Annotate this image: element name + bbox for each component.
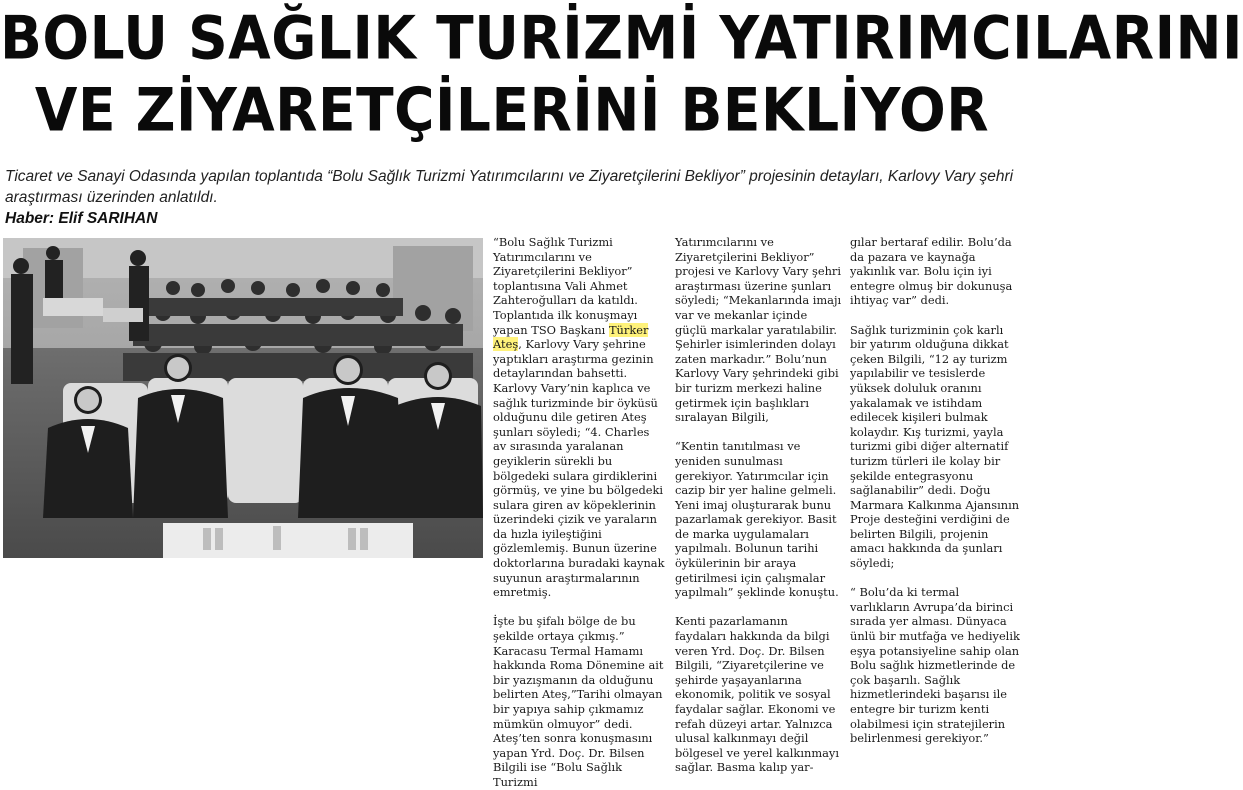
column-2-paragraph-2: “Kentin tanıtılması ve yeniden sunulması gerekiyor. Yatırımcılar için cazip bir yer haline gelmeli. Yeni imaj oluşturarak bunu pazarlamak gerekiyor. Basit de marka uygulamaları yapılmalı. Bolunun tarihi öykülerinin bir araya getirilmesi için çalışmalar yapılmalı” şeklinde konuştu.	[675, 439, 839, 600]
column-3-paragraph-1: gılar bertaraf edilir. Bolu’da da pazara ve kaynağa yakınlık var. Bolu için iyi entegre olmuş bir dokunuşa ihtiyaç var” dedi.	[850, 235, 1013, 308]
column-3-paragraph-3: “ Bolu’da ki termal varlıkların Avrupa’da birinci sırada yer alması. Dünyaca ünlü bir mutfağa ve hediyelik eşya potansiyeline sahip olan Bolu sağlık hizmetlerinde de çok başarılı. Sağlık hizmetlerindeki başarısı ile entegre bir turizm kenti olabilmesi için stratejilerin belirlenmesi gerekiyor.”	[850, 585, 1020, 746]
headline-line-1: BOLU SAĞLIK TURİZMİ YATIRIMCILARINI	[0, 3, 1243, 73]
column-2-paragraph-1: Yatırımcılarını ve Ziyaretçilerini Bekliyor” projesi ve Karlovy Vary şehri araştırması üzerine şunları söyledi; “Mekanlarında imajı var ve mekanlar içinde güçlü markalar yaratılabilir. Şehirler isimlerinden dolayı zaten markadır.” Bolu’nun Karlovy Vary şehrindeki gibi bir turizm merkezi haline getirmek için başlıkları sıralayan Bilgili,	[675, 235, 842, 425]
article-column-1	[493, 235, 665, 790]
column-3-paragraph-2: Sağlık turizminin çok karlı bir yatırım olduğuna dikkat çeken Bilgili, “12 ay turizm yapılabilir ve tesislerde yüksek doluluk oranını yakalamak ve istihdam edilecek kişileri bulmak kolaydır. Kış turizmi, yayla turizmi gibi diğer alternatif turizm türleri ile kolay bir şekilde entegrasyonu sağlanabilir” dedi. Doğu Marmara Kalkınma Ajansının Proje desteğini verdiğini de belirten Bilgili, projenin amacı hakkında da şunları söyledi;	[850, 322, 1020, 571]
article-column-2	[675, 235, 842, 775]
headline-line-2: VE ZİYARETÇİLERİNİ BEKLİYOR	[34, 75, 990, 145]
column-1-paragraph-2: İşte bu şifalı bölge de bu şekilde ortaya çıkmış.” Karacasu Termal Hamamı hakkında Roma Dönemine ait bir yazışmanın da olduğunu belirten Ateş,”Tarihi olmayan bir yapıya sahip çıkmamız mümkün olmuyor” dedi. Ateş’ten sonra konuşmasını yapan Yrd. Doç. Dr. Bilsen Bilgili ise “Bolu Sağlık Turizmi	[493, 614, 664, 789]
column-1-paragraph-1	[493, 235, 665, 600]
article-column-3	[850, 235, 1022, 746]
column-2-paragraph-3: Kenti pazarlamanın faydaları hakkında da bilgi veren Yrd. Doç. Dr. Bilsen Bilgili, “Ziyaretçilerine ve şehirde yaşayanlarına ekonomik, politik ve sosyal faydalar sağlar. Ekonomi ve refah düzeyi artar. Yalnızca ulusal kalkınmayı değil bölgesel ve yerel kalkınmayı sağlar. Basma kalıp yar-	[675, 614, 839, 775]
byline: Haber: Elif SARIHAN	[5, 210, 158, 227]
lead-paragraph: Ticaret ve Sanayi Odasında yapılan toplantıda “Bolu Sağlık Turizmi Yatırımcılarını ve Ziyaretçilerini Bekliyor” projesinin detayları, Karlovy Vary şehri araştırması üzerinden anlatıldı.	[5, 168, 1014, 206]
meeting-photo	[3, 238, 483, 558]
column-1-text-b: , Karlovy Vary şehrine yaptıkları araştırma gezinin detaylarından bahsetti. Karlovy Vary’nin kaplıca ve sağlık turizminde bir öyküsü olduğunu dile getiren Ateş şunları söyledi; “4. Charles av sırasında yaralanan geyiklerin sürekli bu bölgedeki sulara girdiklerini görmüş, ve yine bu bölgedeki sulara giren av köpeklerinin üzerindeki çizik ve yaraların da hızla iyileştiğini gözlemlemiş. Bunun üzerine doktorlarına buradaki kaynak suyunun araştırmalarının emretmiş.	[493, 337, 665, 600]
column-1-text-a: “Bolu Sağlık Turizmi Yatırımcılarını ve Ziyaretçilerini Bekliyor” toplantısına Vali Ahmet Zahteroğulları da katıldı. Toplantıda ilk konuşmayı yapan TSO Başkanı	[493, 235, 638, 337]
highlighted-name: Türker Ateş	[493, 322, 649, 352]
